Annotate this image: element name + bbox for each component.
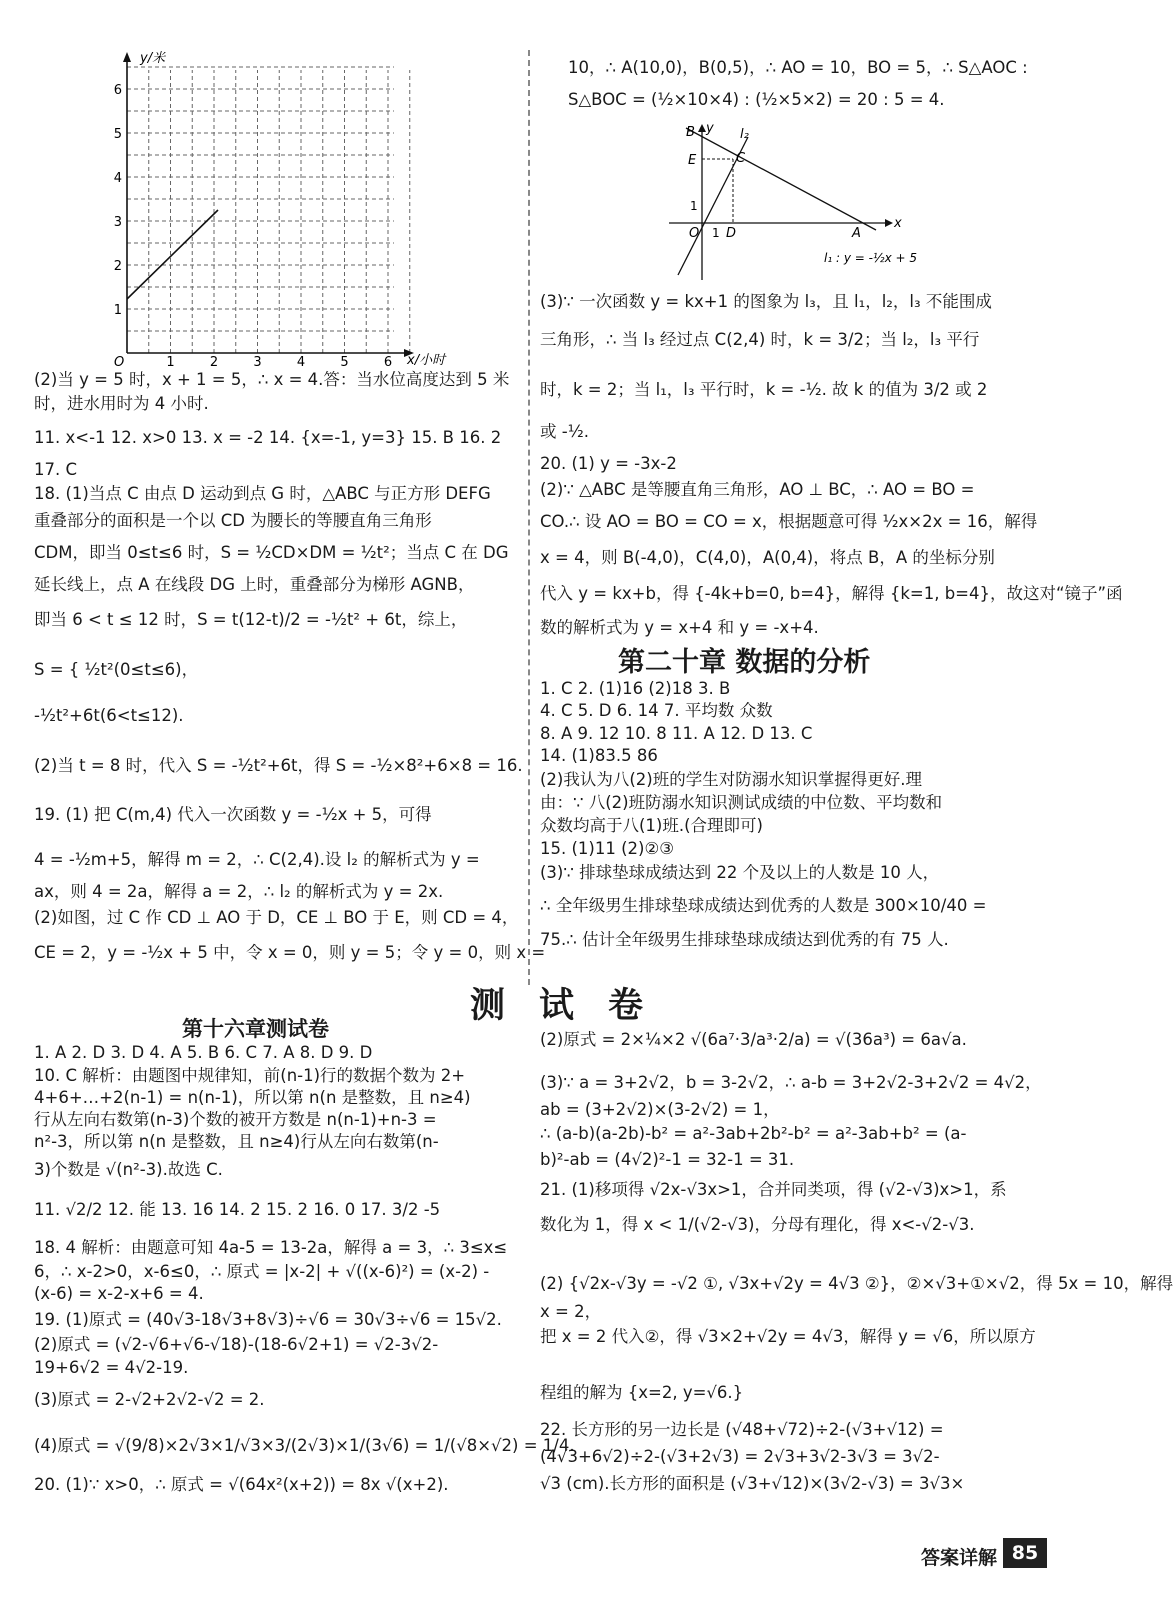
- test16-left-lines-line: 1. A 2. D 3. D 4. A 5. B 6. C 7. A 8. D 9. D: [34, 1043, 373, 1062]
- left-lines-line: 重叠部分的面积是一个以 CD 为腰长的等腰直角三角形: [34, 511, 432, 530]
- x-tick-label: 4: [296, 355, 306, 370]
- test16-right-lines-line: 数化为 1，得 x < 1/(√2-√3)，分母有理化，得 x<-√2-√3.: [540, 1215, 975, 1234]
- right-top-lines-line: 10，∴ A(10,0)，B(0,5)，∴ AO = 10，BO = 5，∴ S△AOC :: [568, 58, 1028, 77]
- x-tick-label: 6: [383, 355, 393, 370]
- test16-right-lines-line: (2)原式 = 2×¼×2 √(6a⁷·3/a³·2/a) = √(36a³) = 6a√a.: [540, 1030, 967, 1049]
- chapter20-lines-line: 75.∴ 估计全年级男生排球垫球成绩达到优秀的有 75 人.: [540, 930, 949, 949]
- left-lines-line: -½t²+6t(6<t≤12).: [34, 706, 184, 725]
- y-axis-label: y/米: [140, 51, 166, 66]
- right-lines-line: 时，k = 2；当 l₁，l₃ 平行时，k = -½. 故 k 的值为 3/2 或 2: [540, 380, 988, 399]
- test16-right-lines-line: b)²-ab = (4√2)²-1 = 32-1 = 31.: [540, 1150, 795, 1169]
- chapter20-lines-line: (2)我认为八(2)班的学生对防溺水知识掌握得更好.理: [540, 770, 922, 789]
- left-lines-line: 18. (1)当点 C 由点 D 运动到点 G 时，△ABC 与正方形 DEFG: [34, 484, 491, 503]
- test16-left-lines-line: 4+6+…+2(n-1) = n(n-1)，所以第 n(n 是整数，且 n≥4): [34, 1088, 471, 1107]
- test16-right-lines-line: (4√3+6√2)÷2-(√3+2√3) = 2√3+3√2-3√3 = 3√2-: [540, 1447, 940, 1466]
- line-l1: [686, 128, 876, 230]
- chapter20-lines-line: 众数均高于八(1)班.(合理即可): [540, 816, 763, 835]
- chapter20-lines-line: 14. (1)83.5 86: [540, 746, 658, 765]
- x-tick-label: 5: [340, 355, 349, 370]
- test16-left-lines-line: 19+6√2 = 4√2-19.: [34, 1358, 189, 1377]
- test16-left-lines-line: 18. 4 解析：由题意可知 4a-5 = 13-2a，解得 a = 3，∴ 3≤x≤: [34, 1238, 508, 1257]
- y-tick-label: 5: [113, 127, 122, 142]
- y-tick-label: 2: [113, 259, 122, 274]
- chapter20-lines-line: 由：∵ 八(2)班防溺水知识测试成绩的中位数、平均数和: [540, 793, 943, 812]
- label-d: D: [726, 226, 737, 241]
- label-y: y: [706, 121, 714, 136]
- left-lines-line: CDM，即当 0≤t≤6 时，S = ½CD×DM = ½t²；当点 C 在 DG: [34, 543, 509, 562]
- left-lines-line: 4 = -½m+5，解得 m = 2，∴ C(2,4).设 l₂ 的解析式为 y =: [34, 850, 480, 869]
- y-axis-arrow: [123, 52, 131, 62]
- test16-right-lines-line: x = 2，: [540, 1302, 602, 1321]
- right-lines-line: 20. (1) y = -3x-2: [540, 454, 677, 473]
- test16-right-lines-line: 把 x = 2 代入②，得 √3×2+√2y = 4√3，解得 y = √6，所以原方: [540, 1327, 1036, 1346]
- label-b: B: [686, 125, 695, 140]
- graph-grid: [127, 67, 410, 353]
- test16-right-lines-line: ∴ (a-b)(a-2b)-b² = a²-3ab+2b²-b² = a²-3ab+b² = (a-: [540, 1124, 967, 1143]
- right-top-lines-line: S△BOC = (½×10×4) : (½×5×2) = 20 : 5 = 4.: [568, 90, 945, 109]
- y-tick-label: 4: [113, 171, 122, 186]
- section-title-test: 测试卷: [470, 986, 678, 1026]
- left-lines-line: 17. C: [34, 460, 78, 479]
- chapter20-lines-line: ∴ 全年级男生排球垫球成绩达到优秀的人数是 300×10/40 =: [540, 896, 987, 915]
- test16-left-lines-line: (3)原式 = 2-√2+2√2-√2 = 2.: [34, 1390, 265, 1409]
- left-lines-line: 11. x<-1 12. x>0 13. x = -2 14. {x=-1, y=3} 15. B 16. 2: [34, 428, 502, 447]
- right-lines-line: 或 -½.: [540, 422, 589, 441]
- chapter20-lines-line: 1. C 2. (1)16 (2)18 3. B: [540, 679, 731, 698]
- origin-label: O: [114, 355, 125, 370]
- test16-left-lines-line: 19. (1)原式 = (40√3-18√3+8√3)÷√6 = 30√3÷√6 = 15√2.: [34, 1310, 502, 1329]
- fig-x-arrow: [885, 219, 893, 227]
- label-a: A: [852, 226, 861, 241]
- test16-right-lines-line: (2) {√2x-√3y = -√2 ①, √3x+√2y = 4√3 ②}，②×√3+①×√2，得 5x = 10，解得: [540, 1274, 1173, 1293]
- right-lines-line: 三角形，∴ 当 l₃ 经过点 C(2,4) 时，k = 3/2；当 l₂，l₃ 平行: [540, 330, 980, 349]
- label-e: E: [688, 153, 697, 168]
- label-1-y: 1: [690, 199, 698, 213]
- left-lines-line: 时，进水用时为 4 小时.: [34, 394, 209, 413]
- left-lines-line: 延长线上，点 A 在线段 DG 上时，重叠部分为梯形 AGNB，: [34, 575, 475, 594]
- y-tick-label: 3: [113, 215, 122, 230]
- left-lines-line: CE = 2，y = -½x + 5 中，令 x = 0，则 y = 5；令 y = 0，则 x =: [34, 943, 546, 962]
- test16-right-lines-line: 程组的解为 {x=2, y=√6.}: [540, 1383, 744, 1402]
- test16-left-lines-line: (4)原式 = √(9/8)×2√3×1/√3×3/(2√3)×1/(3√6) = 1/(√8×√2) = 1/4.: [34, 1436, 575, 1455]
- test16-right-lines-line: 22. 长方形的另一边长是 (√48+√72)÷2-(√3+√12) =: [540, 1420, 944, 1439]
- label-1-x: 1: [712, 226, 720, 240]
- right-lines-line: 代入 y = kx+b，得 {-4k+b=0, b=4}，解得 {k=1, b=4}，故这对“镜子”函: [540, 584, 1123, 603]
- x-axis-label: x/小时: [407, 353, 446, 368]
- test16-left-lines-line: 6，∴ x-2>0，x-6≤0，∴ 原式 = |x-2| + √((x-6)²) = (x-2) -: [34, 1262, 490, 1281]
- test16-left-lines-line: n²-3，所以第 n(n 是整数，且 n≥4)行从左向右数第(n-: [34, 1132, 439, 1151]
- water-level-graph: [100, 48, 470, 368]
- test16-left-lines-line: 11. √2/2 12. 能 13. 16 14. 2 15. 2 16. 0 17. 3/2 -5: [34, 1200, 441, 1219]
- right-lines-line: 数的解析式为 y = x+4 和 y = -x+4.: [540, 618, 819, 637]
- x-tick-label: 3: [253, 355, 262, 370]
- chapter20-title: 第二十章 数据的分析: [618, 647, 871, 678]
- left-lines-line: 19. (1) 把 C(m,4) 代入一次函数 y = -½x + 5，可得: [34, 805, 432, 824]
- chapter20-lines-line: 8. A 9. 12 10. 8 11. A 12. D 13. C: [540, 724, 813, 743]
- chapter20-lines-line: 4. C 5. D 6. 14 7. 平均数 众数: [540, 701, 773, 720]
- test16-right-lines-line: √3 (cm).长方形的面积是 (√3+√12)×(3√2-√3) = 3√3×: [540, 1474, 965, 1493]
- test16-left-lines-line: (x-6) = x-2-x+6 = 4.: [34, 1284, 204, 1303]
- y-tick-label: 1: [113, 303, 122, 318]
- coordinate-figure: [664, 120, 924, 290]
- chapter20-lines-line: 15. (1)11 (2)②③: [540, 839, 675, 858]
- test16-left-lines-line: 20. (1)∵ x>0，∴ 原式 = √(64x²(x+2)) = 8x √(x+2).: [34, 1475, 449, 1494]
- footer-label: 答案详解: [920, 1547, 997, 1569]
- right-lines-line: CO.∴ 设 AO = BO = CO = x，根据题意可得 ½x×2x = 16，解得: [540, 512, 1038, 531]
- left-lines-line: S = { ½t²(0≤t≤6)，: [34, 660, 199, 679]
- x-tick-label: 1: [166, 355, 175, 370]
- right-lines-line: x = 4，则 B(-4,0)，C(4,0)，A(0,4)，将点 B，A 的坐标分别: [540, 548, 995, 567]
- right-lines-line: (2)∵ △ABC 是等腰直角三角形，AO ⊥ BC，∴ AO = BO =: [540, 480, 975, 499]
- label-l2: l₂: [740, 127, 749, 142]
- test16-right-lines-line: 21. (1)移项得 √2x-√3x>1，合并同类项，得 (√2-√3)x>1，系: [540, 1180, 1007, 1199]
- left-lines-line: 即当 6 < t ≤ 12 时，S = t(12-t)/2 = -½t² + 6t，综上，: [34, 610, 468, 629]
- x-tick-label: 2: [209, 355, 219, 370]
- test16-left-lines-line: (2)原式 = (√2-√6+√6-√18)-(18-6√2+1) = √2-3√2-: [34, 1335, 439, 1354]
- test16-right-lines-line: ab = (3+2√2)×(3-2√2) = 1，: [540, 1100, 780, 1119]
- page-number: 85: [1003, 1538, 1047, 1568]
- test16-right-lines-line: (3)∵ a = 3+2√2，b = 3-2√2，∴ a-b = 3+2√2-3+2√2 = 4√2，: [540, 1073, 1042, 1092]
- left-lines-line: (2)当 y = 5 时，x + 1 = 5，∴ x = 4.答：当水位高度达到 5 米: [34, 370, 510, 389]
- left-lines-line: (2)如图，过 C 作 CD ⊥ AO 于 D，CE ⊥ BO 于 E，则 CD = 4，: [34, 908, 519, 927]
- test16-left-lines-line: 行从左向右数第(n-3)个数的被开方数是 n(n-1)+n-3 =: [34, 1110, 437, 1129]
- fig-y-arrow: [698, 124, 706, 132]
- graph-line: [127, 210, 218, 299]
- label-l1-eq: l₁ : y = -½x + 5: [824, 251, 917, 265]
- chapter20-lines-line: (3)∵ 排球垫球成绩达到 22 个及以上的人数是 10 人，: [540, 863, 940, 882]
- label-c: C: [736, 151, 746, 166]
- column-divider: [528, 50, 530, 985]
- y-tick-label: 6: [113, 83, 122, 98]
- label-o: O: [689, 226, 700, 241]
- left-lines-line: ax，则 4 = 2a，解得 a = 2，∴ l₂ 的解析式为 y = 2x.: [34, 882, 444, 901]
- test16-left-lines-line: 10. C 解析：由题图中规律知，前(n-1)行的数据个数为 2+: [34, 1066, 466, 1085]
- test16-title: 第十六章测试卷: [182, 1017, 329, 1041]
- label-x: x: [894, 216, 902, 231]
- right-lines-line: (3)∵ 一次函数 y = kx+1 的图象为 l₃，且 l₁，l₂，l₃ 不能围成: [540, 292, 992, 311]
- test16-left-lines-line: 3)个数是 √(n²-3).故选 C.: [34, 1160, 223, 1179]
- left-lines-line: (2)当 t = 8 时，代入 S = -½t²+6t，得 S = -½×8²+6×8 = 16.: [34, 756, 523, 775]
